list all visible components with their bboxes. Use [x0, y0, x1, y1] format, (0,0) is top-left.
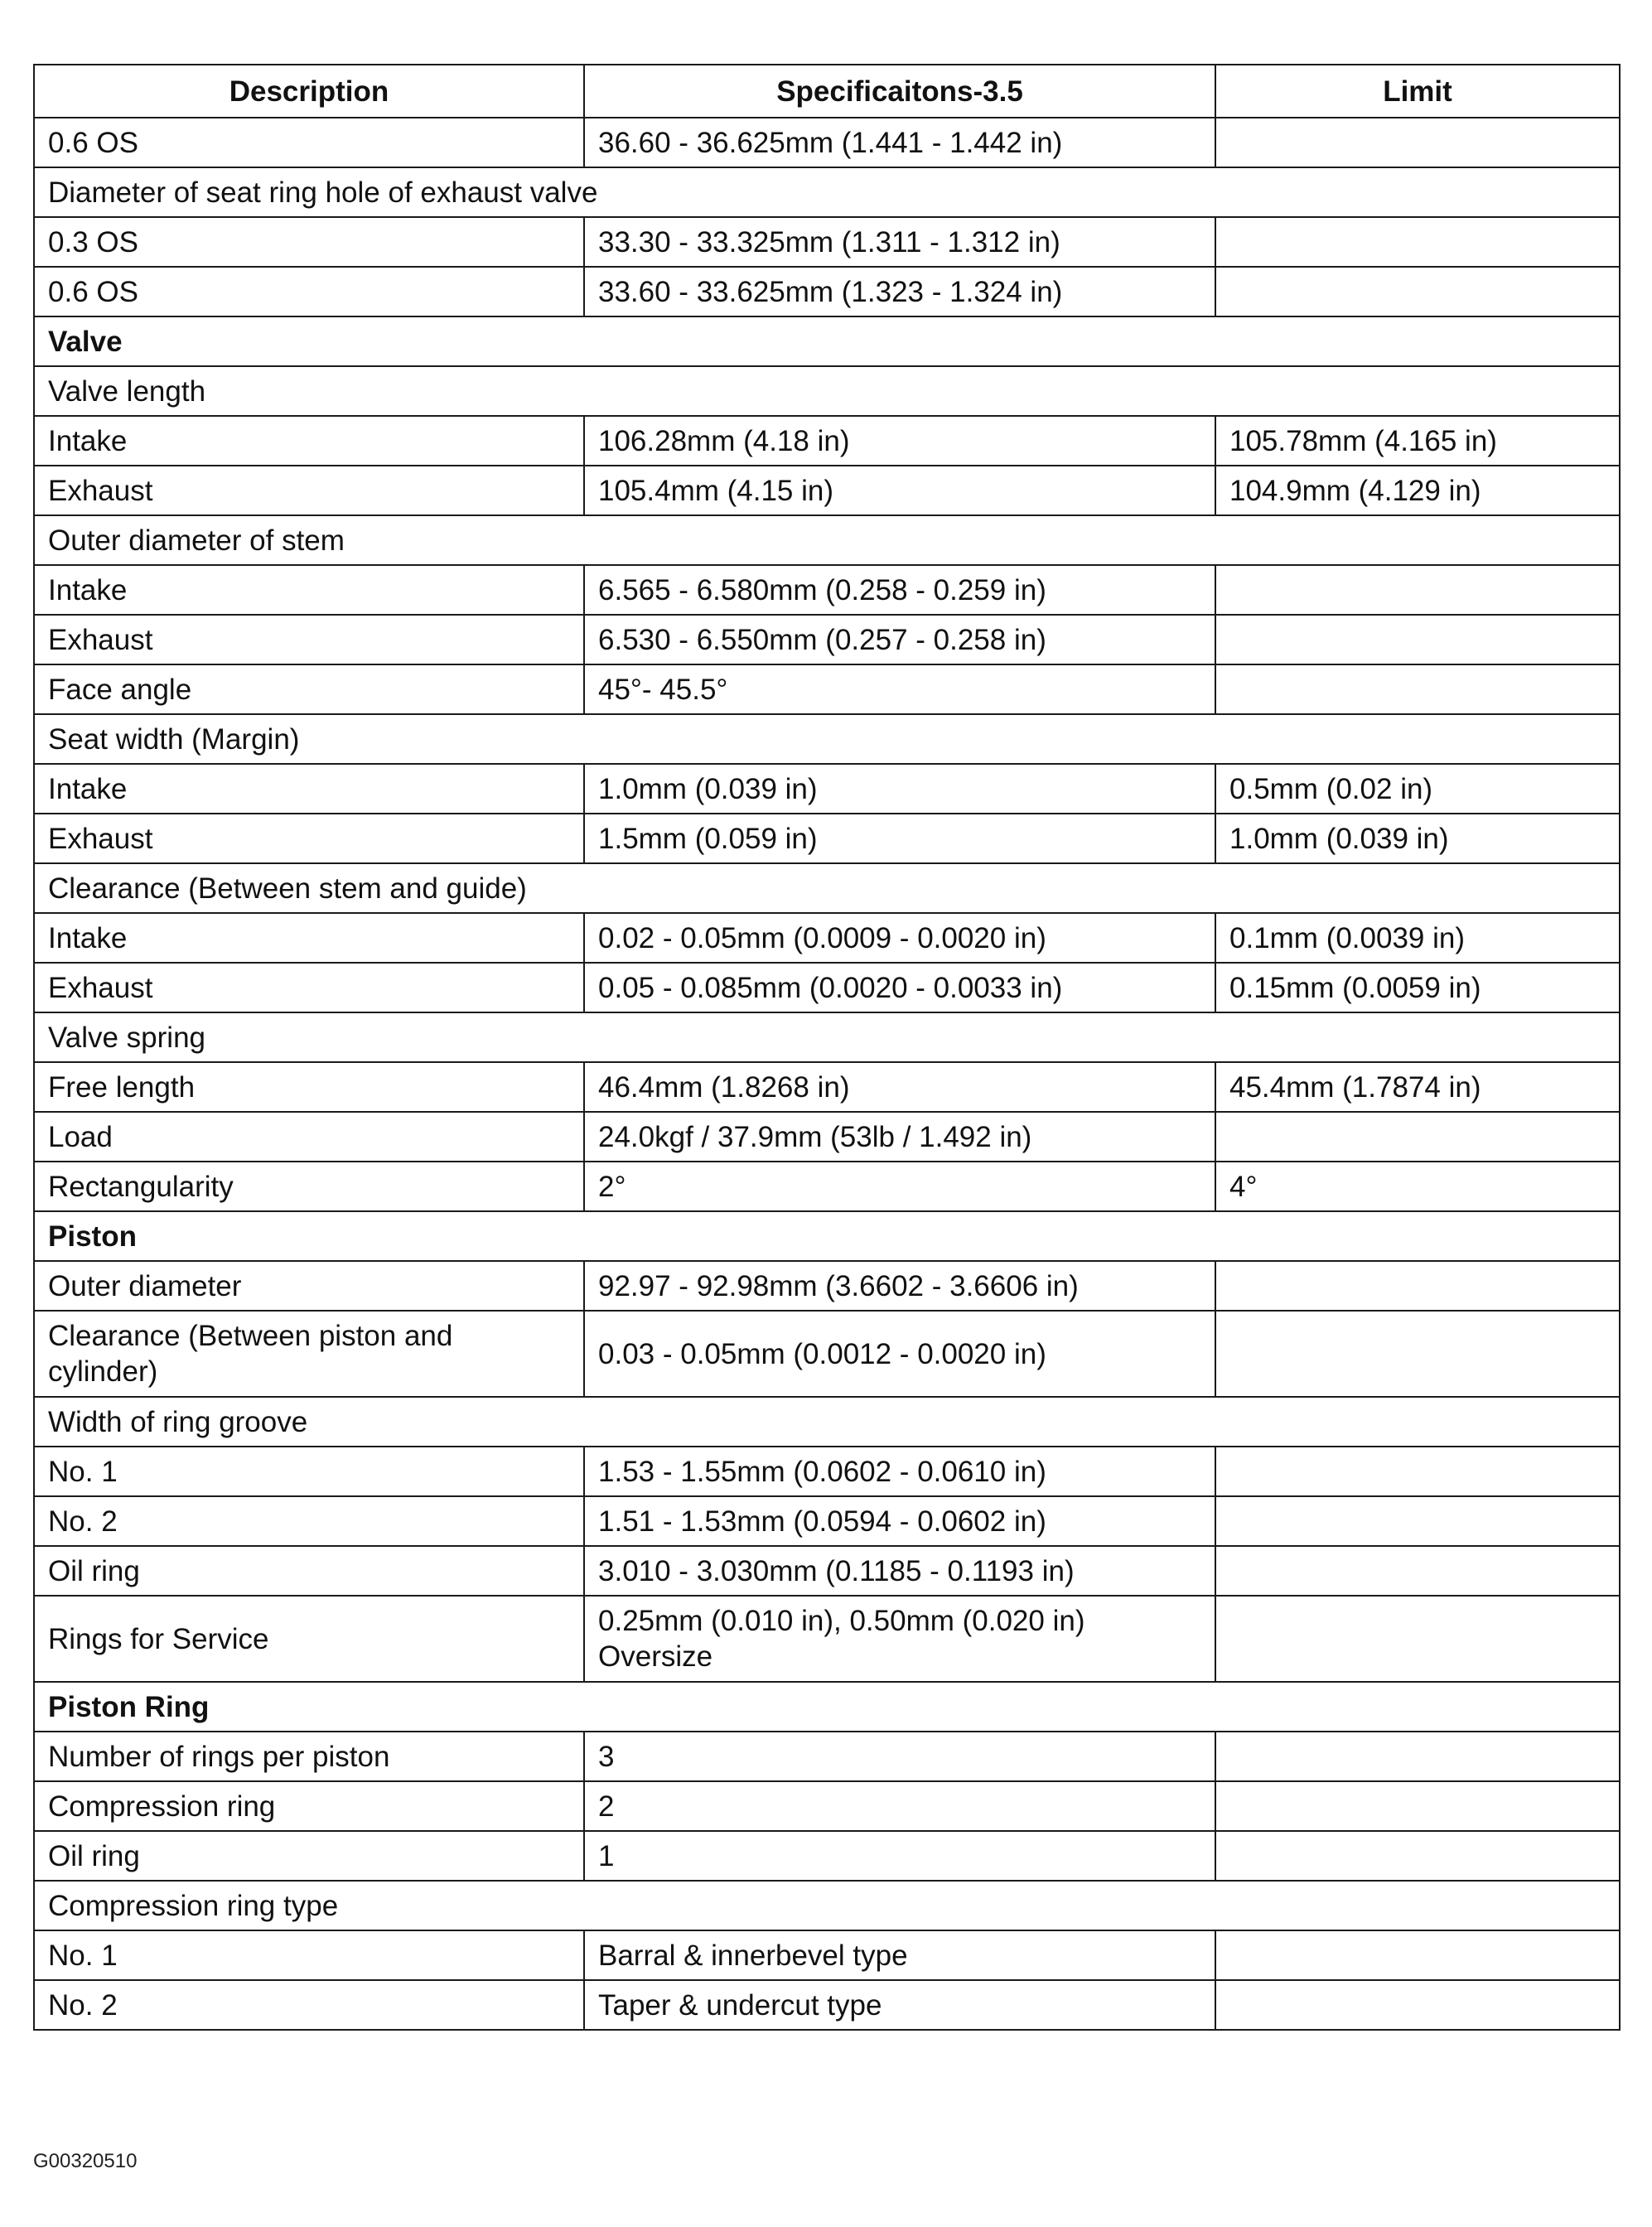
table-row	[34, 1447, 1620, 1496]
description-cell: No. 2	[34, 1496, 584, 1546]
specification-cell: 1.51 - 1.53mm (0.0594 - 0.0602 in)	[584, 1496, 1215, 1546]
limit-cell: 0.1mm (0.0039 in)	[1215, 913, 1620, 963]
table-row	[34, 466, 1620, 515]
table-row	[34, 1496, 1620, 1546]
specifications-table	[33, 64, 1621, 2031]
specification-cell: 46.4mm (1.8268 in)	[584, 1062, 1215, 1112]
description-cell: Exhaust	[34, 814, 584, 863]
table-body	[34, 118, 1620, 2030]
table-row	[34, 963, 1620, 1012]
limit-cell	[1215, 1447, 1620, 1496]
limit-cell	[1215, 664, 1620, 714]
group-heading: Diameter of seat ring hole of exhaust valve	[34, 167, 1620, 217]
specification-cell: 0.05 - 0.085mm (0.0020 - 0.0033 in)	[584, 963, 1215, 1012]
limit-cell	[1215, 267, 1620, 316]
table-row	[34, 1311, 1620, 1397]
table-row	[34, 1596, 1620, 1682]
description-cell: Compression ring	[34, 1781, 584, 1831]
description-cell: Intake	[34, 416, 584, 466]
description-cell: Oil ring	[34, 1546, 584, 1596]
group-row	[34, 1881, 1620, 1930]
specification-cell: 1	[584, 1831, 1215, 1881]
table-row	[34, 565, 1620, 615]
table-row	[34, 615, 1620, 664]
limit-cell	[1215, 1112, 1620, 1162]
specification-cell: 106.28mm (4.18 in)	[584, 416, 1215, 466]
table-row	[34, 416, 1620, 466]
table-row	[34, 764, 1620, 814]
specification-cell: 0.02 - 0.05mm (0.0009 - 0.0020 in)	[584, 913, 1215, 963]
table-row	[34, 118, 1620, 167]
section-heading: Piston Ring	[34, 1682, 1620, 1732]
description-cell: 0.6 OS	[34, 118, 584, 167]
group-row	[34, 1012, 1620, 1062]
table-row	[34, 814, 1620, 863]
group-heading: Outer diameter of stem	[34, 515, 1620, 565]
table-row	[34, 1732, 1620, 1781]
specification-cell: Barral & innerbevel type	[584, 1930, 1215, 1980]
description-cell: Load	[34, 1112, 584, 1162]
section-heading: Valve	[34, 316, 1620, 366]
table-row	[34, 1112, 1620, 1162]
limit-cell	[1215, 1311, 1620, 1397]
figure-code: G00320510	[33, 2150, 138, 2172]
table-row	[34, 1162, 1620, 1211]
specification-cell: 0.03 - 0.05mm (0.0012 - 0.0020 in)	[584, 1311, 1215, 1397]
limit-cell	[1215, 1781, 1620, 1831]
specification-cell: 105.4mm (4.15 in)	[584, 466, 1215, 515]
limit-cell	[1215, 1831, 1620, 1881]
group-row	[34, 515, 1620, 565]
specification-cell: 2	[584, 1781, 1215, 1831]
limit-cell: 0.5mm (0.02 in)	[1215, 764, 1620, 814]
group-row	[34, 863, 1620, 913]
description-cell: 0.6 OS	[34, 267, 584, 316]
table-row	[34, 664, 1620, 714]
specification-cell: 6.530 - 6.550mm (0.257 - 0.258 in)	[584, 615, 1215, 664]
specification-cell: 1.5mm (0.059 in)	[584, 814, 1215, 863]
specification-cell: 3	[584, 1732, 1215, 1781]
description-cell: No. 1	[34, 1447, 584, 1496]
limit-cell	[1215, 217, 1620, 267]
specification-cell: Taper & undercut type	[584, 1980, 1215, 2030]
specification-cell: 24.0kgf / 37.9mm (53lb / 1.492 in)	[584, 1112, 1215, 1162]
table-row	[34, 1062, 1620, 1112]
table-row	[34, 267, 1620, 316]
limit-cell	[1215, 1596, 1620, 1682]
group-heading: Clearance (Between stem and guide)	[34, 863, 1620, 913]
description-cell: No. 1	[34, 1930, 584, 1980]
header-description: Description	[34, 65, 584, 118]
table-row	[34, 1781, 1620, 1831]
section-row	[34, 316, 1620, 366]
description-cell: No. 2	[34, 1980, 584, 2030]
group-row	[34, 714, 1620, 764]
description-cell: Intake	[34, 913, 584, 963]
limit-cell: 4°	[1215, 1162, 1620, 1211]
limit-cell	[1215, 1261, 1620, 1311]
description-cell: Oil ring	[34, 1831, 584, 1881]
description-cell: Rectangularity	[34, 1162, 584, 1211]
table-row	[34, 217, 1620, 267]
group-row	[34, 167, 1620, 217]
description-cell: Rings for Service	[34, 1596, 584, 1682]
group-heading: Seat width (Margin)	[34, 714, 1620, 764]
description-cell: Face angle	[34, 664, 584, 714]
description-cell: Free length	[34, 1062, 584, 1112]
description-cell: 0.3 OS	[34, 217, 584, 267]
section-row	[34, 1211, 1620, 1261]
description-cell: Outer diameter	[34, 1261, 584, 1311]
group-row	[34, 1397, 1620, 1447]
table-header-row	[34, 65, 1620, 118]
table-row	[34, 1831, 1620, 1881]
group-heading: Valve spring	[34, 1012, 1620, 1062]
group-heading: Compression ring type	[34, 1881, 1620, 1930]
limit-cell: 1.0mm (0.039 in)	[1215, 814, 1620, 863]
description-cell: Number of rings per piston	[34, 1732, 584, 1781]
description-cell: Exhaust	[34, 963, 584, 1012]
specification-cell: 6.565 - 6.580mm (0.258 - 0.259 in)	[584, 565, 1215, 615]
specification-cell: 1.53 - 1.55mm (0.0602 - 0.0610 in)	[584, 1447, 1215, 1496]
table-row	[34, 1930, 1620, 1980]
section-heading: Piston	[34, 1211, 1620, 1261]
specification-cell: 0.25mm (0.010 in), 0.50mm (0.020 in) Oversize	[584, 1596, 1215, 1682]
description-cell: Exhaust	[34, 615, 584, 664]
specification-cell: 92.97 - 92.98mm (3.6602 - 3.6606 in)	[584, 1261, 1215, 1311]
description-cell: Intake	[34, 764, 584, 814]
limit-cell: 105.78mm (4.165 in)	[1215, 416, 1620, 466]
specification-cell: 1.0mm (0.039 in)	[584, 764, 1215, 814]
limit-cell: 45.4mm (1.7874 in)	[1215, 1062, 1620, 1112]
description-cell: Intake	[34, 565, 584, 615]
specification-cell: 36.60 - 36.625mm (1.441 - 1.442 in)	[584, 118, 1215, 167]
table-row	[34, 1980, 1620, 2030]
specification-cell: 45°- 45.5°	[584, 664, 1215, 714]
header-specifications: Specificaitons-3.5	[584, 65, 1215, 118]
limit-cell	[1215, 1496, 1620, 1546]
table-row	[34, 1546, 1620, 1596]
group-heading: Width of ring groove	[34, 1397, 1620, 1447]
description-cell: Clearance (Between piston and cylinder)	[34, 1311, 584, 1397]
section-row	[34, 1682, 1620, 1732]
specification-cell: 3.010 - 3.030mm (0.1185 - 0.1193 in)	[584, 1546, 1215, 1596]
limit-cell	[1215, 1980, 1620, 2030]
limit-cell	[1215, 1546, 1620, 1596]
limit-cell	[1215, 118, 1620, 167]
limit-cell	[1215, 565, 1620, 615]
specification-cell: 2°	[584, 1162, 1215, 1211]
limit-cell	[1215, 615, 1620, 664]
specification-cell: 33.60 - 33.625mm (1.323 - 1.324 in)	[584, 267, 1215, 316]
group-heading: Valve length	[34, 366, 1620, 416]
group-row	[34, 366, 1620, 416]
limit-cell: 104.9mm (4.129 in)	[1215, 466, 1620, 515]
header-limit: Limit	[1215, 65, 1620, 118]
table-row	[34, 1261, 1620, 1311]
description-cell: Exhaust	[34, 466, 584, 515]
limit-cell	[1215, 1930, 1620, 1980]
limit-cell	[1215, 1732, 1620, 1781]
specification-cell: 33.30 - 33.325mm (1.311 - 1.312 in)	[584, 217, 1215, 267]
limit-cell: 0.15mm (0.0059 in)	[1215, 963, 1620, 1012]
table-row	[34, 913, 1620, 963]
